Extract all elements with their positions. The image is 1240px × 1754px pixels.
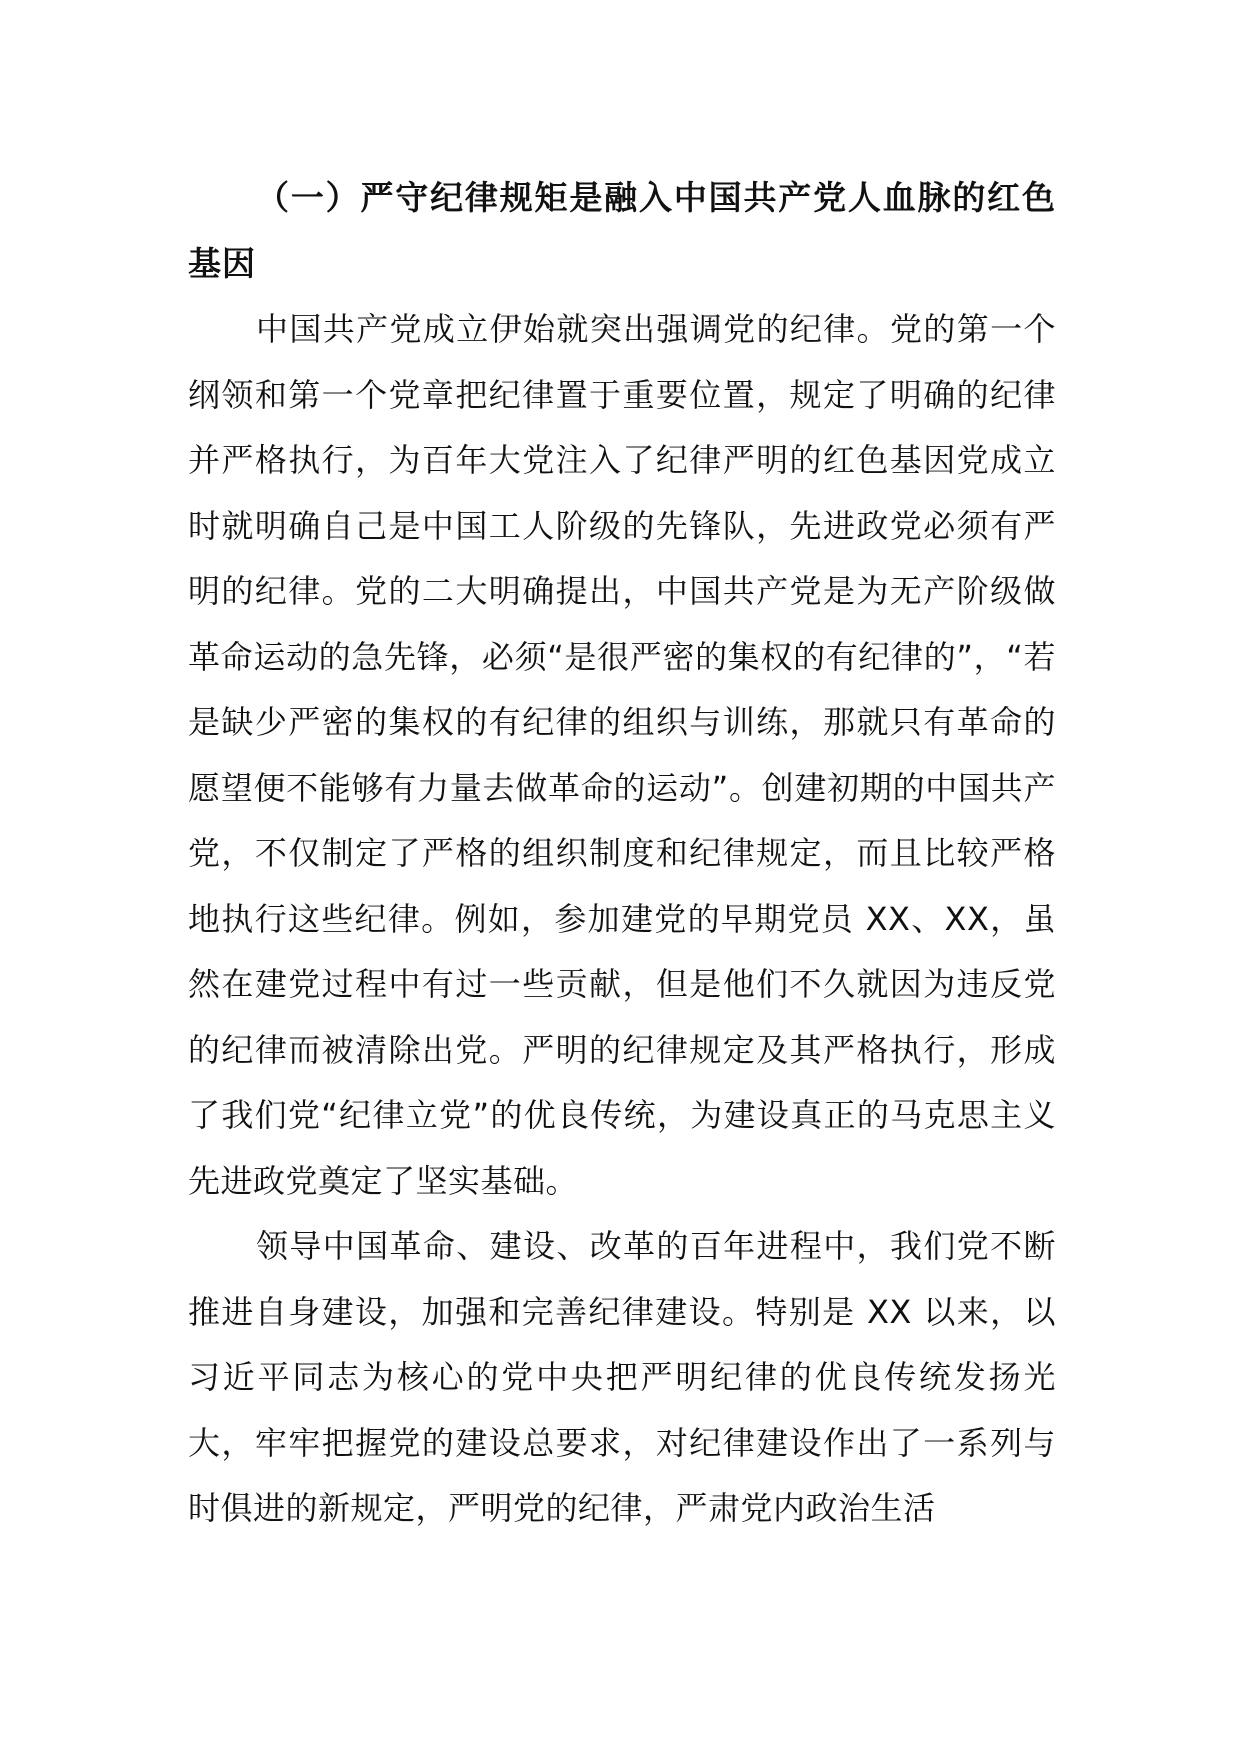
paragraph-2: 领导中国革命、建设、改革的百年进程中，我们党不断推进自身建设，加强和完善纪律建设。特别是 XX 以来，以习近平同志为核心的党中央把严明纪律的优良传统发扬光大，牢牢把握党的建设总要求，对纪律建设作出了一系列与时俱进的新规定，严明党的纪律，严肃党内政治生活 — [188, 1227, 1056, 1527]
section-heading: （一）严守纪律规矩是融入中国共产党人血脉的红色基因 — [188, 178, 1056, 283]
paragraph-1: 中国共产党成立伊始就突出强调党的纪律。党的第一个纲领和第一个党章把纪律置于重要位置，规定了明确的纪律并严格执行，为百年大党注入了纪律严明的红色基因党成立时就明确自己是中国工人阶级的先锋队，先进政党必须有严明的纪律。党的二大明确提出，中国共产党是为无产阶级做革命运动的急先锋，必须“是很严密的集权的有纪律的”，“若是缺少严密的集权的有纪律的组织与训练，那就只有革命的愿望便不能够有力量去做革命的运动”。创建初期的中国共产党，不仅制定了严格的组织制度和纪律规定，而且比较严格地执行这些纪律。例如，参加建党的早期党员 XX、XX，虽然在建党过程中有过一些贡献，但是他们不久就因为违反党的纪律而被清除出党。严明的纪律规定及其严格执行，形成了我们党“纪律立党”的优良传统，为建设真正的马克思主义先进政党奠定了坚实基础。 — [188, 310, 1056, 1200]
document-body — [188, 165, 1056, 1542]
